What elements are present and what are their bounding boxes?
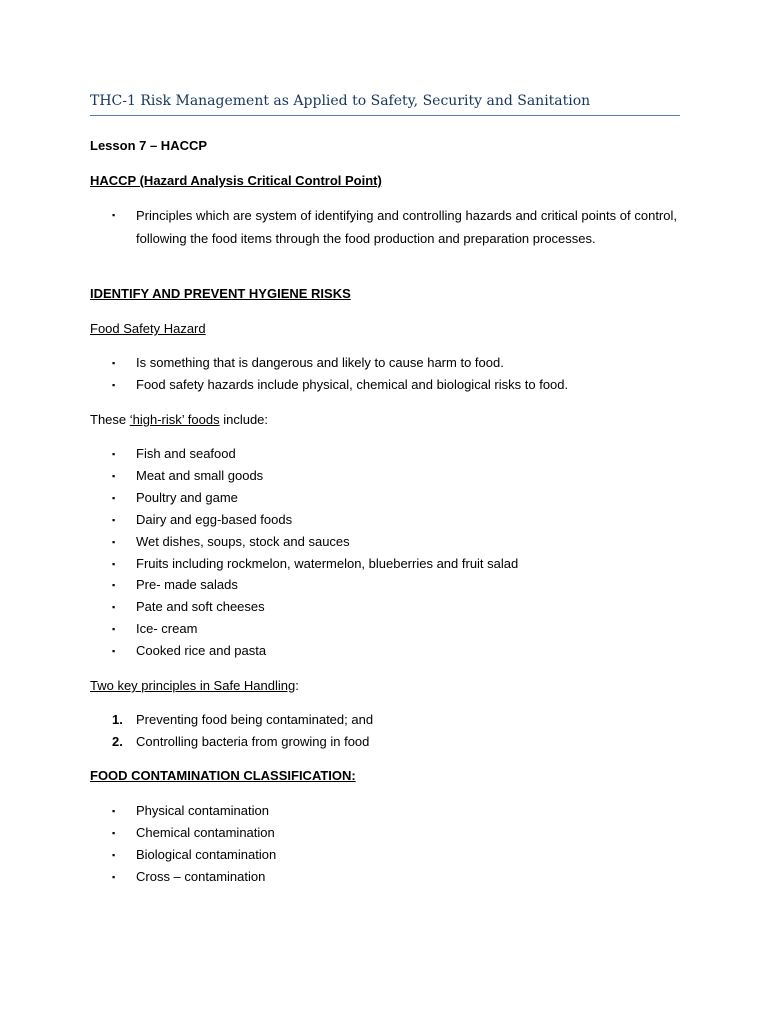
- bullet-icon: ▪: [112, 449, 116, 459]
- haccp-principles-text: Principles which are system of identifying and controlling hazards and critical points of control, following the food items through the food production and preparation processes.: [136, 208, 677, 246]
- bullet-icon: ▪: [112, 358, 116, 368]
- page-header: THC-1 Risk Management as Applied to Safety, Security and Sanitation: [90, 93, 680, 116]
- contamination-heading: FOOD CONTAMINATION CLASSIFICATION:: [90, 768, 356, 783]
- bullet-icon: ▪: [112, 828, 116, 838]
- lesson-title: Lesson 7 – HACCP: [90, 138, 208, 153]
- high-risk-food-item: Fruits including rockmelon, watermelon, blueberries and fruit salad: [136, 555, 519, 571]
- high-risk-food-item: Fish and seafood: [136, 446, 236, 461]
- contamination-item: Chemical contamination: [136, 825, 275, 840]
- high-risk-food-item: Ice- cream: [136, 621, 198, 637]
- contamination-item: Biological contamination: [136, 847, 277, 862]
- bullet-icon: ▪: [112, 210, 116, 220]
- safe-handling-intro: [90, 678, 299, 693]
- bullet-icon: ▪: [112, 558, 116, 569]
- contamination-item: Cross – contamination: [136, 869, 266, 884]
- high-risk-food-item: Dairy and egg-based foods: [136, 511, 293, 527]
- food-safety-hazard-item: Is something that is dangerous and likely to cause harm to food.: [136, 355, 504, 370]
- bullet-icon: ▪: [112, 806, 116, 816]
- high-risk-food-item: Wet dishes, soups, stock and sauces: [136, 533, 350, 549]
- safe-handling-item: Preventing food being contaminated; and: [136, 712, 374, 727]
- safe-handling-item: Controlling bacteria from growing in food: [136, 734, 370, 749]
- list-number: 2.: [112, 734, 123, 749]
- food-safety-hazard-heading: Food Safety Hazard: [90, 321, 206, 336]
- high-risk-emphasis: ‘high-risk’ foods: [129, 412, 220, 427]
- high-risk-food-item: Pate and soft cheeses: [136, 599, 265, 615]
- food-safety-hazard-item: Food safety hazards include physical, chemical and biological risks to food.: [136, 377, 569, 392]
- high-risk-prefix: These: [90, 412, 130, 427]
- bullet-icon: ▪: [112, 850, 116, 860]
- bullet-icon: ▪: [112, 492, 116, 503]
- bullet-icon: ▪: [112, 646, 116, 657]
- bullet-icon: ▪: [112, 514, 116, 525]
- bullet-icon: ▪: [112, 470, 116, 481]
- bullet-icon: ▪: [112, 536, 116, 547]
- bullet-icon: ▪: [112, 624, 116, 635]
- hygiene-risks-heading: IDENTIFY AND PREVENT HYGIENE RISKS: [90, 286, 351, 301]
- bullet-icon: ▪: [112, 580, 116, 591]
- safe-handling-heading: Two key principles in Safe Handling: [90, 678, 296, 693]
- bullet-icon: ▪: [112, 380, 116, 390]
- list-number: 1.: [112, 712, 123, 727]
- high-risk-food-item: Poultry and game: [136, 489, 238, 505]
- bullet-icon: ▪: [112, 602, 116, 613]
- bullet-icon: ▪: [112, 872, 116, 882]
- high-risk-food-item: Meat and small goods: [136, 467, 264, 483]
- high-risk-suffix: include:: [219, 412, 269, 427]
- contamination-item: Physical contamination: [136, 803, 269, 818]
- high-risk-food-item: Pre- made salads: [136, 577, 238, 593]
- high-risk-food-item: Cooked rice and pasta: [136, 643, 267, 659]
- high-risk-intro: [90, 412, 268, 427]
- safe-handling-colon: :: [295, 678, 299, 693]
- haccp-heading: HACCP (Hazard Analysis Critical Control Point): [90, 173, 382, 188]
